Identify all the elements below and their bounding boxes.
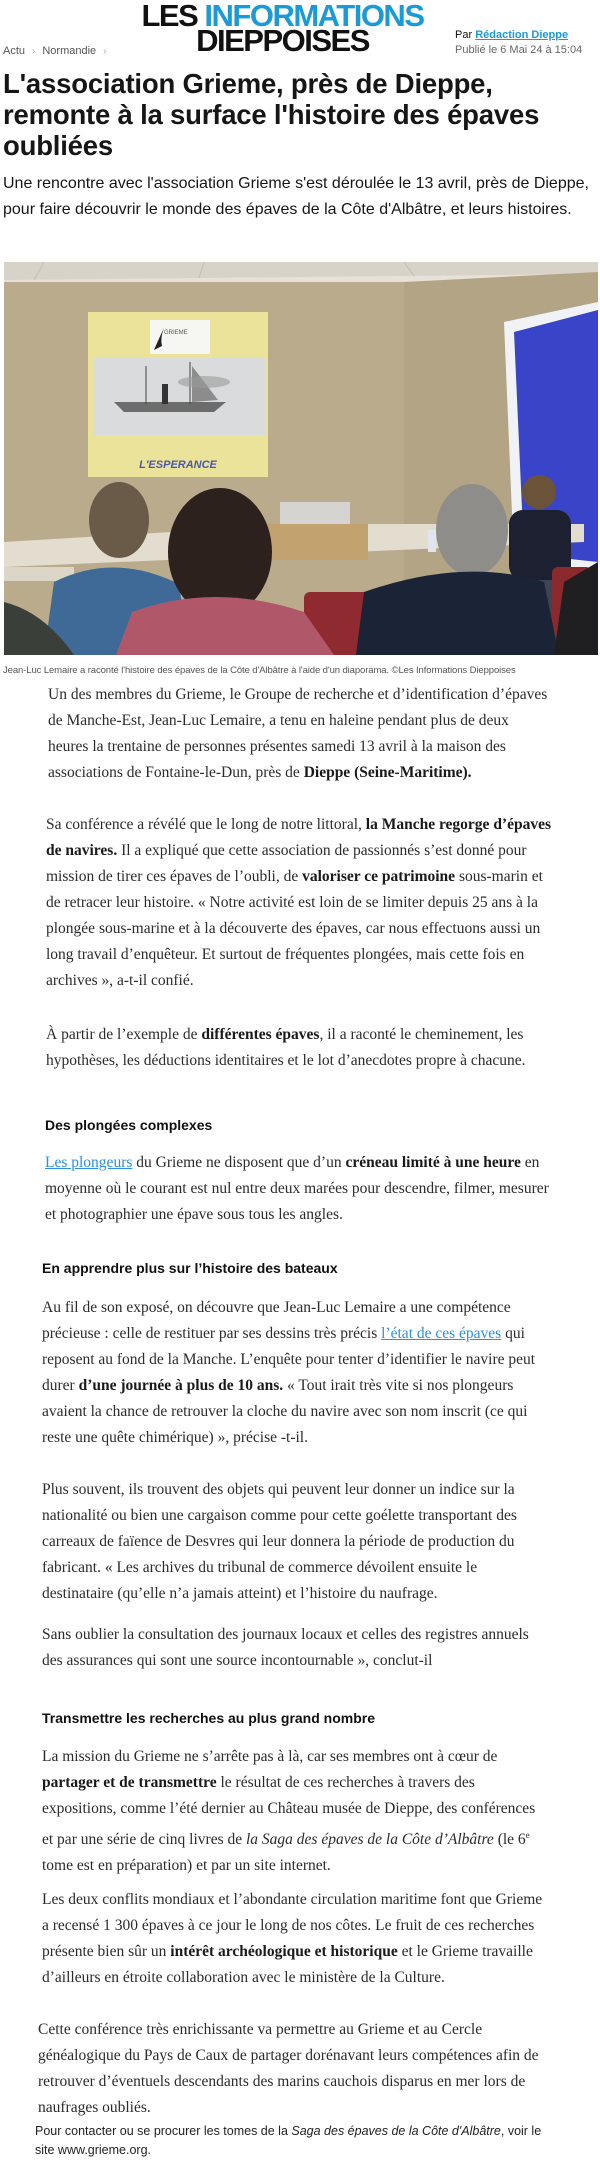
- paragraph-9: Les deux conflits mondiaux et l’abondante circulation maritime font que Grieme a recensé 1 300 épaves à ce jour le long de nos côtes. Le fruit de ces recherches présente bien sûr un intérêt archéologique et historique et le Grieme travaille d’ailleurs en étroite collaboration avec le ministère de la Culture.: [42, 1891, 543, 1986]
- chevron-right-icon: ›: [103, 46, 107, 57]
- article-title: L'association Grieme, près de Dieppe, remonte à la surface l'histoire des épaves oubliées: [3, 68, 540, 161]
- article-chapo: Une rencontre avec l'association Grieme s'est déroulée le 13 avril, près de Dieppe, pour faire découvrir le monde des épaves de la Côte d'Albâtre, et leurs histoires.: [3, 175, 589, 218]
- chevron-right-icon: ›: [32, 46, 36, 57]
- breadcrumb-item-normandie[interactable]: Normandie: [42, 45, 97, 57]
- link-etat-epaves[interactable]: l’état de ces épaves: [381, 1325, 502, 1342]
- byline: [455, 28, 582, 58]
- link-les-plongeurs[interactable]: Les plongeurs: [45, 1154, 133, 1171]
- site-logo[interactable]: [140, 0, 425, 56]
- paragraph-2: Sa conférence a révélé que le long de notre littoral, la Manche regorge d’épaves de navires. Il a expliqué que cette association de passionnés s’est donné pour mission de tirer ces épaves de l’oubli, de valoriser ce patrimoine sous-marin et de retracer leur histoire. « Notre activité est loin de se limiter depuis 25 ans à la plongée sous-marine et à la découverte des épaves, car nous effectuons aussi un long travail d’enquêteur. Et surtout de fréquentes plongées, mais cette fois en archives », a-t-il confié.: [46, 816, 552, 989]
- publish-date: Publié le 6 Mai 24 à 15:04: [455, 44, 583, 56]
- photo-caption: Jean-Luc Lemaire a raconté l'histoire des épaves de la Côte d'Albâtre à l'aide d'un diaporama. ©Les Informations Dieppoises: [3, 665, 516, 676]
- byline-prefix: Par: [455, 29, 473, 41]
- slide-logo: GRIEME: [164, 330, 188, 336]
- logo-les: LES: [141, 0, 198, 33]
- logo-informations: INFORMATIONS: [204, 0, 424, 33]
- site-header: [0, 0, 600, 56]
- paragraph-7: Sans oublier la consultation des journaux locaux et celles des registres annuels des assurances qui sont une source incontournable », conclut-il: [42, 1626, 529, 1669]
- paragraph-5: Au fil de son exposé, on découvre que Jean-Luc Lemaire a une compétence précieuse : celle de restituer par ses dessins très précis l’état de ces épaves qui reposent au fond de la Manche. L’enquête pour tenter d’identifier le navire peut durer d’une journée à plus de 10 ans. « Tout irait très vite si nos plongeurs avaient la chance de retrouver la cloche du navire avec son nom inscrit (ce qui reste une quête chimérique) », précise -t-il.: [42, 1299, 536, 1446]
- article-photo: [4, 262, 598, 655]
- paragraph-8: La mission du Grieme ne s’arrête pas à là, car ses membres ont à cœur de partager et de transmettre le résultat de ces recherches à travers des expositions, comme l’été dernier au Château musée de Dieppe, des conférences et par une série de cinq livres de la Saga des épaves de la Côte d’Albâtre (le 6e tome est en préparation) et par un site internet.: [42, 1748, 536, 1875]
- footnote: Pour contacter ou se procurer les tomes de la Saga des épaves de la Côte d'Albâtre, voir le site www.grieme.org.: [35, 2124, 542, 2157]
- subheading-plongees: Des plongées complexes: [45, 1117, 213, 1133]
- paragraph-10: Cette conférence très enrichissante va permettre au Grieme et au Cercle généalogique du Pays de Caux de partager dorénavant leurs compétences afin de retrouver d’éventuels descendants des marins cauchois disparus en mer lors de naufrages oubliés.: [38, 2021, 539, 2116]
- breadcrumb-item-actu[interactable]: Actu: [3, 45, 26, 57]
- subheading-bateaux: En apprendre plus sur l’histoire des bateaux: [42, 1260, 338, 1276]
- slide-title: L'ESPERANCE: [139, 459, 217, 471]
- paragraph-3: À partir de l’exemple de différentes épaves, il a raconté le cheminement, les hypothèses, les déductions identitaires et le lot d’anecdotes propre à chacune.: [46, 1026, 526, 1069]
- paragraph-6: Plus souvent, ils trouvent des objets qui peuvent leur donner un indice sur la nationalité ou bien une cargaison comme pour cette goélette transportant des carreaux de faïence de Desvres qui leur donnera la période de production du fabricant. « Les archives du tribunal de commerce dévoilent ensuite le destinataire (qu’elle n’a jamais atteint) et l’histoire du naufrage.: [42, 1481, 517, 1602]
- breadcrumb: [3, 45, 114, 57]
- paragraph-1: Un des membres du Grieme, le Groupe de recherche et d’identification d’épaves de Manche-Est, Jean-Luc Lemaire, a tenu en haleine pendant plus de deux heures la trentaine de personnes présentes samedi 13 avril à la maison des associations de Fontaine-le-Dun, près de Dieppe (Seine-Maritime).: [48, 686, 548, 781]
- author-link[interactable]: Rédaction Dieppe: [475, 29, 569, 41]
- logo-dieppoises: DIEPPOISES: [196, 23, 369, 58]
- paragraph-4: Les plongeurs du Grieme ne disposent que d’un créneau limité à une heure en moyenne où le courant est nul entre deux marées pour descendre, filmer, mesurer et photographier une épave sous tous les angles.: [45, 1154, 549, 1223]
- subheading-transmettre: Transmettre les recherches au plus grand nombre: [42, 1710, 376, 1726]
